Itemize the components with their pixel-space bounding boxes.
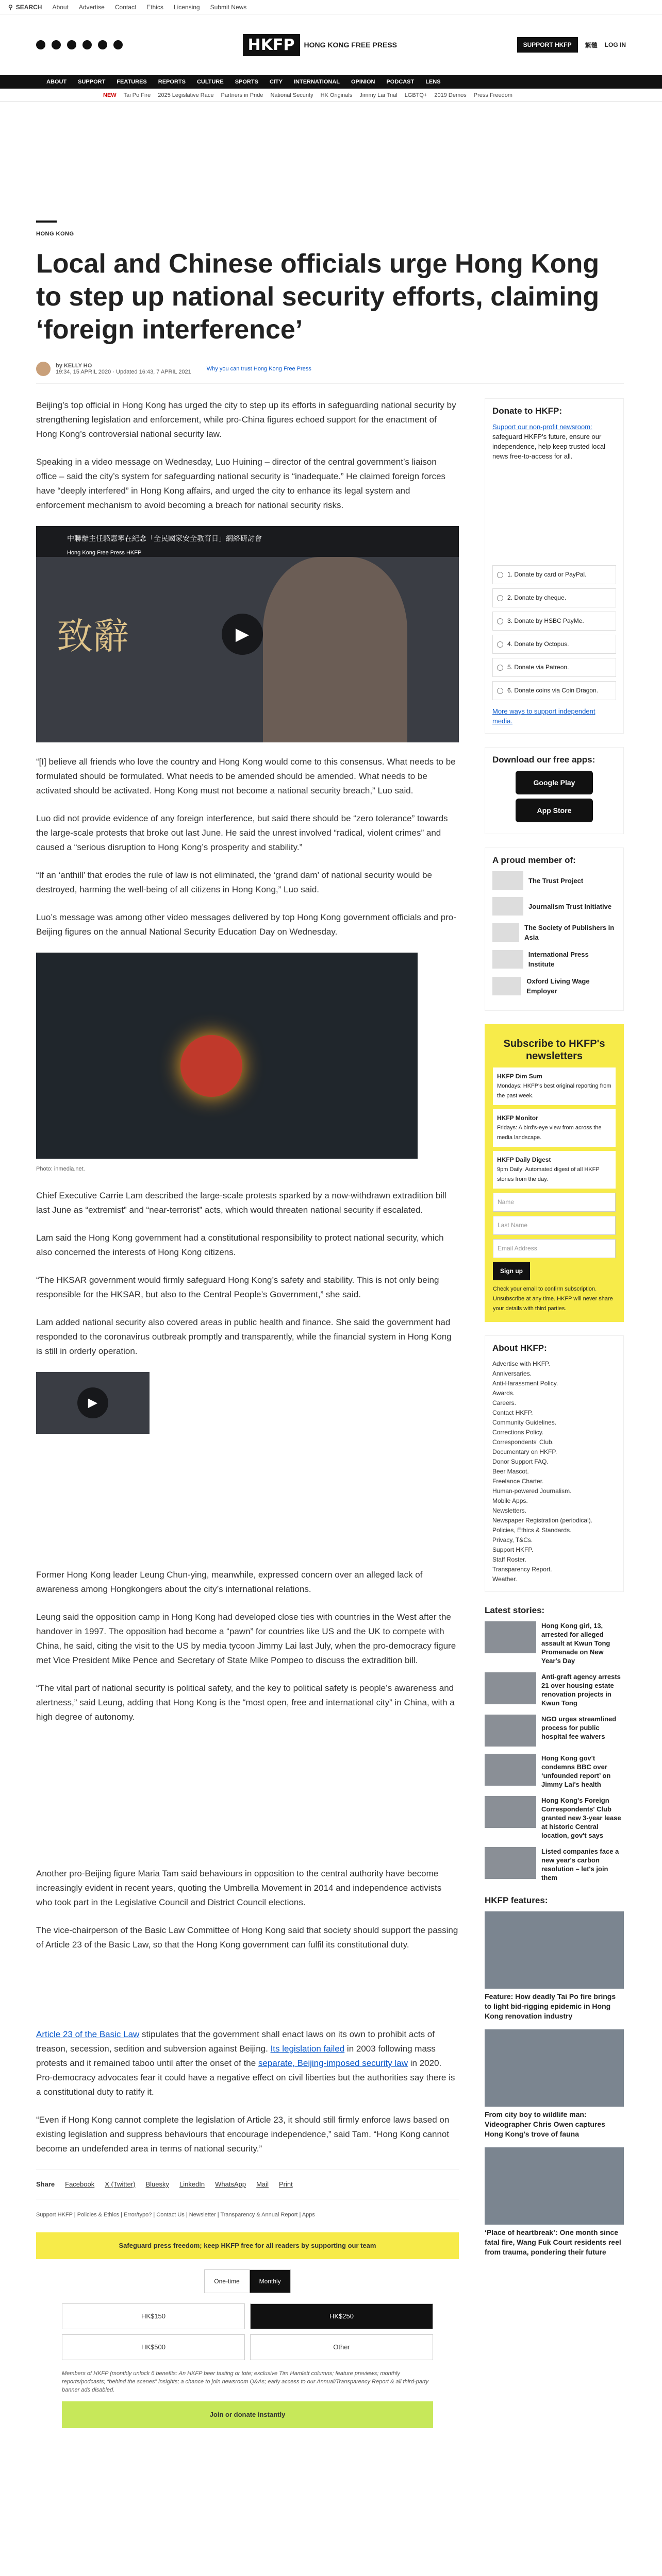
story-thumbnail (485, 1796, 536, 1828)
about-link[interactable]: Contact HKFP. (492, 1409, 533, 1416)
about-title: About HKFP: (492, 1343, 547, 1353)
legislation-link[interactable]: Its legislation failed (270, 2044, 345, 2054)
about-link[interactable]: Beer Mascot. (492, 1468, 529, 1475)
about-link[interactable]: Anti-Harassment Policy. (492, 1380, 558, 1387)
radio-icon (497, 688, 503, 694)
sub-link[interactable]: 2019 Demos (434, 92, 467, 98)
play-icon[interactable]: ▶ (222, 614, 263, 655)
radio-icon (497, 665, 503, 671)
paragraph: Speaking in a video message on Wednesday, Luo Huining – director of the central government’s liaison office – said the city’s system for safeguarding national security is “inadequate.” He claimed foreign forces have “deeply interfered” in Hong Kong affairs, and urged the city to enhance its legal system and enforcement mechanism to avoid becoming a breach for national security risks. (36, 457, 446, 510)
story-thumbnail (485, 1672, 536, 1704)
about-list (492, 1359, 616, 1584)
name-field[interactable]: Name (493, 1193, 616, 1212)
video-player[interactable] (36, 526, 459, 742)
member-logo[interactable]: Oxford Living Wage Employer (492, 976, 616, 996)
byline (36, 362, 624, 384)
about-link[interactable]: Support HKFP. (492, 1546, 534, 1553)
newsletter-box (485, 1024, 624, 1322)
paragraph: Luo’s message was among other video messages delivered by top Hong Kong government officials and pro-Beijing figures on the annual National Security Education Day on Wednesday. (36, 912, 456, 937)
share-whatsapp[interactable]: WhatsApp (215, 2180, 246, 2188)
nav-about[interactable]: ABOUT (46, 79, 67, 85)
story-item[interactable]: Hong Kong girl, 13, arrested for alleged assault at Kwun Tong Promenade on New Year's Day (485, 1621, 624, 1665)
member-logo[interactable]: The Society of Publishers in Asia (492, 923, 616, 942)
paragraph: “If an ‘anthill’ that erodes the rule of law is not eliminated, the ‘grand dam’ of national security would be destroyed, harming the well-being of all citizens in Hong Kong,” Luo said. (36, 870, 432, 894)
rss-icon[interactable] (113, 40, 123, 49)
facebook-icon[interactable] (36, 40, 45, 49)
about-link[interactable]: Freelance Charter. (492, 1478, 544, 1485)
amount-option[interactable]: HK$250 (250, 2303, 433, 2329)
author[interactable]: by KELLY HO (56, 363, 92, 369)
donate-image (492, 467, 616, 565)
donate-option[interactable]: 1. Donate by card or PayPal. (492, 565, 616, 584)
social-links (36, 40, 123, 49)
sub-link[interactable]: Partners in Pride (221, 92, 263, 98)
latest-title: Latest stories: (485, 1605, 545, 1615)
newsletter-option[interactable]: HKFP Monitor Fridays: A bird's-eye view from across the media landscape. (493, 1109, 616, 1147)
article-photo (36, 953, 418, 1159)
google-play-button[interactable]: Google Play (516, 771, 593, 794)
share-bluesky[interactable]: Bluesky (145, 2180, 169, 2188)
about-link[interactable]: Awards. (492, 1389, 515, 1397)
top-link-contact[interactable]: Contact (114, 3, 137, 11)
share-x[interactable]: X (Twitter) (105, 2180, 136, 2188)
story-thumbnail (485, 1847, 536, 1879)
x-icon[interactable] (52, 40, 61, 49)
article-23-link[interactable]: Article 23 of the Basic Law (36, 2029, 140, 2039)
sub-link[interactable]: LGBTQ+ (404, 92, 427, 98)
share-facebook[interactable]: Facebook (65, 2180, 95, 2188)
members-title: A proud member of: (492, 855, 576, 865)
nav-culture[interactable]: CULTURE (196, 79, 224, 85)
story-item[interactable]: Hong Kong's Foreign Correspondents' Club granted new 3-year lease at historic Central location, gov't says (485, 1796, 624, 1840)
sub-link[interactable]: National Security (270, 92, 313, 98)
newsletter-title: Subscribe to HKFP's newsletters (503, 1038, 605, 1062)
site-logo[interactable]: HKFP HONG KONG FREE PRESS (243, 34, 397, 56)
donate-option[interactable]: 2. Donate by cheque. (492, 588, 616, 607)
sub-link[interactable]: HK Originals (320, 92, 353, 98)
feature-item[interactable]: From city boy to wildlife man: Videographer Chris Owen captures Hong Kong's trove of fauna (485, 2029, 624, 2139)
tab-one-time[interactable]: One-time (204, 2269, 249, 2293)
paragraph: Former Hong Kong leader Leung Chun-ying, meanwhile, expressed concern over an alleged lack of awareness among Hongkongers about the city’s international relations. (36, 1570, 423, 1594)
about-link[interactable]: Human-powered Journalism. (492, 1487, 572, 1495)
newsletter-option[interactable]: HKFP Daily Digest 9pm Daily: Automated digest of all HKFP stories from the day. (493, 1151, 616, 1189)
share-mail[interactable]: Mail (256, 2180, 269, 2188)
top-link-about[interactable]: About (52, 3, 69, 11)
member-logo[interactable]: Journalism Trust Initiative (492, 897, 616, 916)
site-header (0, 14, 662, 75)
nav-support[interactable]: SUPPORT (78, 79, 106, 85)
nav-sports[interactable]: SPORTS (235, 79, 258, 85)
feature-item[interactable]: Feature: How deadly Tai Po fire brings to light bid-rigging epidemic in Hong Kong renovation industry (485, 1911, 624, 2021)
apps-box (485, 747, 624, 834)
donate-option[interactable]: 5. Donate via Patreon. (492, 658, 616, 677)
story-item[interactable]: Anti-graft agency arrests 21 over housing estate renovation projects in Kwun Tong (485, 1672, 624, 1707)
members-box (485, 848, 624, 1011)
category-label[interactable]: HONG KONG (36, 231, 74, 237)
member-logo[interactable]: The Trust Project (492, 871, 616, 890)
sub-link[interactable]: Press Freedom (473, 92, 512, 98)
paragraph: The vice-chairperson of the Basic Law Committee of Hong Kong said that society should support the passing of Article 23 of the Basic Law, so that the Hong Kong government can fulfil its constitutional duty. (36, 1925, 458, 1950)
apps-title: Download our free apps: (492, 755, 595, 765)
article-footer-links[interactable]: Support HKFP | Policies & Ethics | Error/typo? | Contact Us | Newsletter | Transparency & Annual Report | Apps (36, 2212, 315, 2218)
paragraph: “[I] believe all friends who love the country and Hong Kong would come to this consensus. What needs to be formulated should be formulated. What needs to be amended should be amended. What needs to be activated should be activated. Hong Kong must not become a national security breach,” Luo said. (36, 757, 456, 795)
feature-image (485, 1911, 624, 1989)
amount-option[interactable]: HK$500 (62, 2334, 245, 2360)
about-link[interactable]: Newsletters. (492, 1507, 527, 1514)
donate-amounts (62, 2303, 433, 2360)
sub-link[interactable]: Tai Po Fire (123, 92, 151, 98)
radio-icon (497, 641, 503, 648)
email-field[interactable]: Email Address (493, 1239, 616, 1258)
about-link[interactable]: Staff Roster. (492, 1556, 526, 1563)
feature-image (485, 2029, 624, 2107)
linkedin-icon[interactable] (98, 40, 107, 49)
join-button[interactable]: Join or donate instantly (62, 2401, 433, 2428)
sub-link[interactable]: Jimmy Lai Trial (359, 92, 398, 98)
amount-option[interactable]: Other (250, 2334, 433, 2360)
about-link[interactable]: Advertise with HKFP. (492, 1360, 550, 1367)
donate-link[interactable]: Support our non-profit newsroom: (492, 423, 592, 431)
about-link[interactable]: Newspaper Registration (periodical). (492, 1517, 593, 1524)
search-icon: ⚲ (8, 3, 13, 11)
donate-frequency-tabs (36, 2269, 459, 2293)
app-store-button[interactable]: App Store (516, 799, 593, 822)
article-date: 19:34, 15 APRIL 2020 · Updated 16:43, 7 APRIL 2021 (56, 369, 191, 375)
paragraph: “The HKSAR government would firmly safeguard Hong Kong’s safety and stability. This is not only being responsible for the HKSAR, but also to the Central People’s Government,” she said. (36, 1275, 439, 1299)
trust-link[interactable]: Why you can trust Hong Kong Free Press (206, 366, 311, 372)
about-link[interactable]: Careers. (492, 1399, 517, 1406)
video-embed[interactable] (36, 1372, 150, 1434)
tab-monthly[interactable]: Monthly (250, 2269, 291, 2293)
about-link[interactable]: Documentary on HKFP. (492, 1448, 557, 1455)
donate-title: Donate to HKFP: (492, 406, 562, 416)
amount-option[interactable]: HK$150 (62, 2303, 245, 2329)
story-item[interactable]: Hong Kong gov't condemns BBC over ‘unfounded report’ on Jimmy Lai's health (485, 1754, 624, 1789)
sidebar (485, 398, 624, 2428)
top-bar (0, 0, 662, 14)
about-link[interactable]: Donor Support FAQ. (492, 1458, 549, 1465)
newsletter-note: Check your email to confirm subscription. Unsubscribe at any time. HKFP will never share your details with third parties. (493, 1286, 613, 1312)
radio-icon (497, 595, 503, 601)
story-thumbnail (485, 1715, 536, 1747)
about-link[interactable]: Transparency Report. (492, 1566, 552, 1573)
paragraph: Luo did not provide evidence of any foreign interference, but said there should be “zero tolerance” towards the large-scale protests that broke out last June. He said the unrest involved “radical, violent crimes” and caused a “serious disruption to Hong Kong’s prosperity and stability.” (36, 814, 448, 852)
paragraph: Lam added national security also covered areas in public health and finance. She said the government had responded to the coronavirus outbreak promptly and transparently, while the financial system in Hong Kong is still in orderly operation. (36, 1317, 452, 1356)
paragraph: “The vital part of national security is political safety, and the key to political safety is people’s awareness and alertness,” said Leung, adding that Hong Kong is the “most open, free and international city” in China, with a high degree of autonomy. (36, 1683, 455, 1722)
video-channel: Hong Kong Free Press HKFP (67, 550, 142, 556)
logo-text: HONG KONG FREE PRESS (304, 41, 397, 49)
video-caption: 致辭 (57, 615, 129, 657)
radio-icon (497, 572, 503, 578)
support-button[interactable]: SUPPORT HKFP (517, 37, 578, 53)
about-link[interactable]: Anniversaries. (492, 1370, 532, 1377)
about-link[interactable]: Weather. (492, 1575, 517, 1583)
last-name-field[interactable]: Last Name (493, 1216, 616, 1235)
share-label: Share (36, 2180, 55, 2188)
video-frame (263, 557, 407, 742)
nav-opinion[interactable]: OPINION (351, 79, 375, 85)
donate-banner[interactable]: Safeguard press freedom; keep HKFP free for all readers by supporting our team (36, 2232, 459, 2259)
signup-button[interactable]: Sign up (493, 1262, 530, 1280)
about-link[interactable]: Correspondents' Club. (492, 1438, 554, 1446)
about-link[interactable]: Mobile Apps. (492, 1497, 528, 1504)
nav-city[interactable]: CITY (269, 79, 283, 85)
paragraph: “Even if Hong Kong cannot complete the legislation of Article 23, it should still firmly enforce laws based on existing legislation and suppress behaviours that encourage independence,” said Tam. “Hong Kong cannot become an undefended area in terms of national security.” (36, 2115, 450, 2154)
nav-international[interactable]: INTERNATIONAL (293, 79, 340, 85)
share-bar (36, 2170, 459, 2199)
security-law-link[interactable]: separate, Beijing-imposed security law (258, 2058, 408, 2068)
donate-box: Donate to HKFP: Support our non-profit newsroom: safeguard HKFP's future, ensure our independence, help keep trusted local news free-to-access for all. 1. Donate by card or PayPal. 2. Donate by cheque. 3. Donate by HSBC PayMe. 4. Donate by Octopus. 5. Donate via Patreon. 6. Donate coins via Coin Dragon. More ways to support independent media. (485, 398, 624, 734)
about-link[interactable]: Corrections Policy. (492, 1429, 544, 1436)
new-badge: NEW (103, 92, 117, 98)
search-button[interactable]: ⚲ SEARCH (8, 3, 42, 11)
about-link[interactable]: Policies, Ethics & Standards. (492, 1527, 572, 1534)
feature-image (485, 2147, 624, 2225)
story-item[interactable]: NGO urges streamlined process for public hospital fee waivers (485, 1715, 624, 1747)
paragraph: Another pro-Beijing figure Maria Tam said behaviours in opposition to the central authority have become increasingly evident in recent years, quoting the Umbrella Movement in 2014 and independence activists who took part in the Legislative Council and District Council elections. (36, 1869, 442, 1907)
story-thumbnail (485, 1621, 536, 1653)
divider (36, 221, 57, 223)
story-thumbnail (485, 1754, 536, 1786)
main-nav (0, 75, 662, 89)
top-link-advertise[interactable]: Advertise (78, 3, 105, 11)
article-body (36, 398, 459, 2428)
nav-reports[interactable]: REPORTS (158, 79, 186, 85)
video-title: 中聯辦主任駱惠寧在紀念「全民國家安全教育日」網絡研討會 (67, 534, 262, 543)
donate-option[interactable]: 3. Donate by HSBC PayMe. (492, 612, 616, 631)
play-icon[interactable]: ▶ (77, 1387, 108, 1418)
nav-features[interactable]: FEATURES (117, 79, 147, 85)
sub-link[interactable]: 2025 Legislative Race (158, 92, 214, 98)
story-item[interactable]: Listed companies face a new year's carbon resolution – let's join them (485, 1847, 624, 1882)
about-link[interactable]: Community Guidelines. (492, 1419, 557, 1426)
donate-option[interactable]: 6. Donate coins via Coin Dragon. (492, 681, 616, 700)
login-link[interactable]: LOG IN (604, 41, 626, 48)
features-title: HKFP features: (485, 1895, 548, 1905)
more-ways-link[interactable]: More ways to support independent media. (492, 707, 595, 725)
newsletter-option[interactable]: HKFP Dim Sum Mondays: HKFP's best original reporting from the past week. (493, 1067, 616, 1105)
paragraph: Chief Executive Carrie Lam described the large-scale protests sparked by a now-withdrawn extradition bill last June as “extremist” and “near-terrorist” acts, which would threaten national security if escalated. (36, 1191, 446, 1215)
nav-podcast[interactable]: PODCAST (386, 79, 415, 85)
about-link[interactable]: Privacy, T&Cs. (492, 1536, 533, 1544)
member-logo[interactable]: International Press Institute (492, 950, 616, 969)
nav-lens[interactable]: LENS (425, 79, 441, 85)
top-link-submit-news[interactable]: Submit News (210, 3, 247, 11)
share-linkedin[interactable]: LinkedIn (179, 2180, 205, 2188)
paragraph: Lam said the Hong Kong government had a constitutional responsibility to protect national security, which also concerned the interests of Hong Kong citizens. (36, 1233, 444, 1257)
top-link-licensing[interactable]: Licensing (173, 3, 200, 11)
donate-option[interactable]: 4. Donate by Octopus. (492, 635, 616, 654)
paragraph: Beijing’s top official in Hong Kong has urged the city to step up its efforts in safeguarding national security by strengthening legislation and enforcement, while pro-China figures echoed support for the enactment of Hong Kong’s controversial national security law. (36, 400, 456, 439)
top-link-ethics[interactable]: Ethics (146, 3, 163, 11)
avatar (36, 362, 51, 376)
paragraph: Article 23 of the Basic Law stipulates that the government shall enact laws on its own to prohibit acts of treason, secession, sedition and subversion against Beijing. Its legislation failed in 2003 following mass protests and it remained taboo until after the onset of the separate, Beijing-imposed security law in 2020. Pro-democracy advocates fear it could have a negative effect on civil liberties but the authorities say there is a constitutional duty to ratify it. (36, 2029, 455, 2097)
membership-note: Members of HKFP (monthly unlock 6 benefits: An HKFP beer tasting or tote; exclusive Tim Hamlett columns; feature previews; monthly reports/podcasts; “behind the scenes” insights; a chance to join newsroom Q&As; early access to our Annual/Transparency Report & all third-party banner ads disabled. (62, 2370, 429, 2393)
instagram-icon[interactable] (67, 40, 76, 49)
feature-item[interactable]: ‘Place of heartbreak’: One month since fatal fire, Wang Fuk Court residents reel from trauma, pondering their future (485, 2147, 624, 2257)
article-title: Local and Chinese officials urge Hong Kong to step up national security efforts, claiming ‘foreign interference’ (36, 249, 600, 345)
sub-nav (0, 89, 662, 102)
language-link[interactable]: 繁體 (585, 41, 598, 49)
youtube-icon[interactable] (82, 40, 92, 49)
about-box (485, 1335, 624, 1592)
paragraph: Leung said the opposition camp in Hong Kong had developed close ties with countries in the West after the handover in 1997. The opposition had become a “pawn” for countries like US and the UK to compete with China, he said, citing the visit to the US by media tycoon Jimmy Lai last July, when the pro-democracy figure met Vice President Mike Pence and Secretary of State Mike Pompeo to discuss the extradition bill. (36, 1612, 456, 1665)
photo-caption: Photo: inmedia.net. (36, 1166, 85, 1172)
radio-icon (497, 618, 503, 624)
share-print[interactable]: Print (278, 2180, 293, 2188)
